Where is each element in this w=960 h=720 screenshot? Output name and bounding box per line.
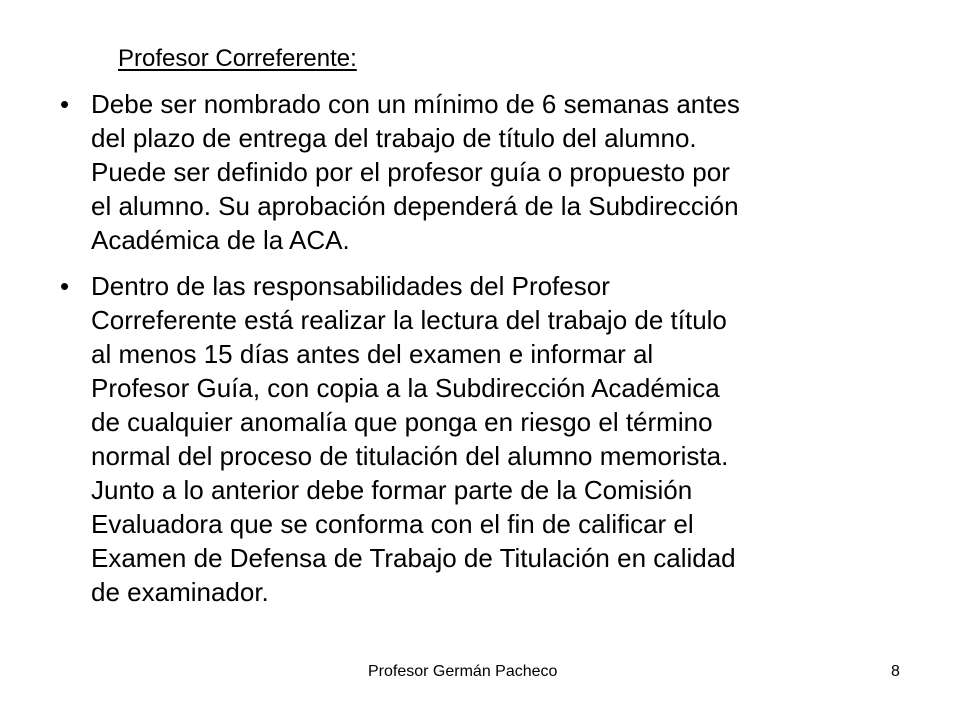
bullet-marker: •	[60, 271, 70, 301]
bullet-item-responsibilities	[60, 269, 900, 609]
bullet-line: al menos 15 días antes del examen e informar al	[91, 339, 654, 369]
bullet-line: del plazo de entrega del trabajo de título del alumno.	[91, 123, 697, 153]
footer-author: Profesor Germán Pacheco	[368, 663, 558, 680]
slide-title: Profesor Correferente:	[118, 45, 357, 72]
bullet-marker: •	[60, 89, 70, 119]
bullet-line: Junto a lo anterior debe formar parte de la Comisión	[91, 475, 693, 505]
bullet-line: Académica de la ACA.	[91, 225, 350, 255]
bullet-list	[60, 87, 900, 609]
bullet-line: Profesor Guía, con copia a la Subdirección Académica	[91, 373, 720, 403]
bullet-line: de cualquier anomalía que ponga en riesgo el término	[91, 407, 713, 437]
page-number: 8	[891, 663, 900, 680]
bullet-line: Evaluadora que se conforma con el fin de calificar el	[91, 509, 694, 539]
bullet-line: Correferente está realizar la lectura del trabajo de título	[91, 305, 727, 335]
bullet-line: Dentro de las responsabilidades del Profesor	[91, 271, 610, 301]
bullet-line: Puede ser definido por el profesor guía o propuesto por	[91, 157, 730, 187]
bullet-line: normal del proceso de titulación del alumno memorista.	[91, 441, 729, 471]
bullet-text	[91, 87, 900, 257]
bullet-text	[91, 269, 900, 609]
bullet-line: Debe ser nombrado con un mínimo de 6 semanas antes	[91, 89, 740, 119]
bullet-line: el alumno. Su aprobación dependerá de la Subdirección	[91, 191, 739, 221]
bullet-item-appointment	[60, 87, 900, 257]
bullet-line: Examen de Defensa de Trabajo de Titulación en calidad	[91, 543, 736, 573]
bullet-line: de examinador.	[91, 577, 269, 607]
